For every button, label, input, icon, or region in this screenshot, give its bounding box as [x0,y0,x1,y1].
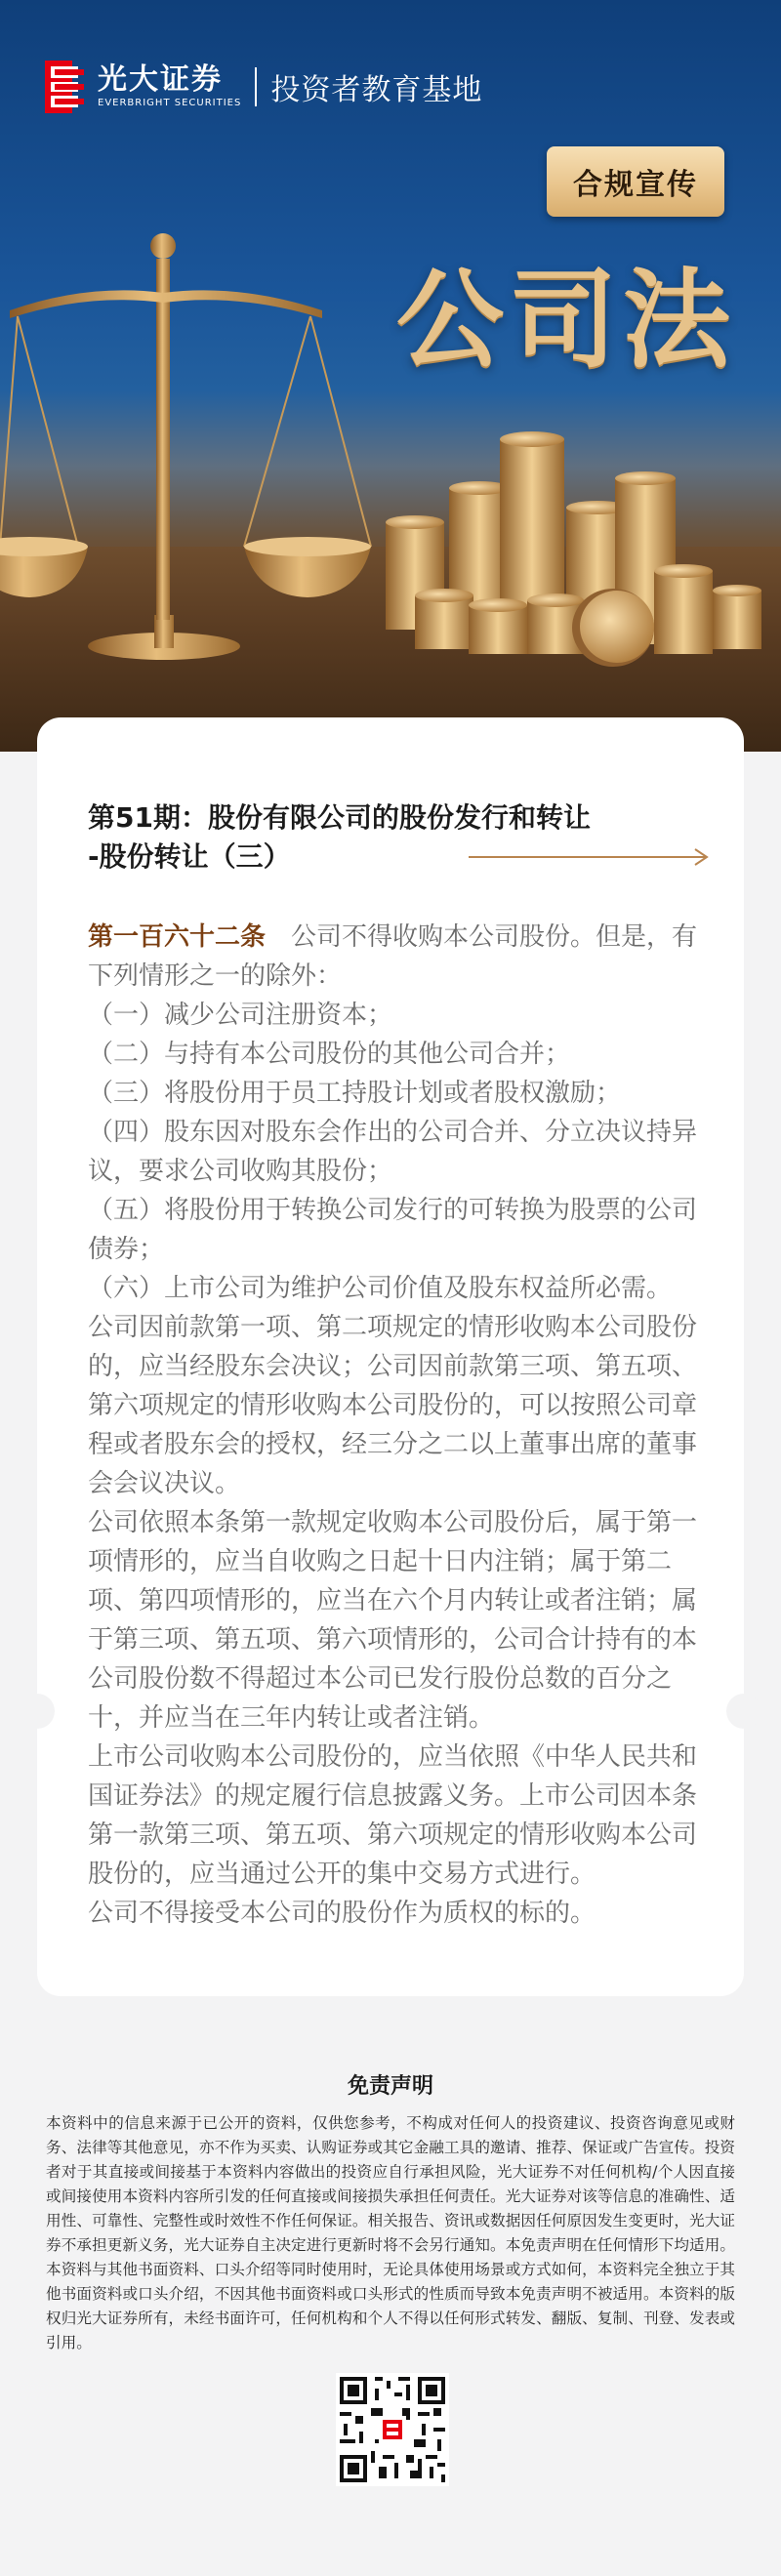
coin-stack-7 [713,585,761,649]
brand-english-name: EVERBRIGHT SECURITIES [98,98,242,108]
compliance-badge: 合规宣传 [547,146,724,217]
article-title-line-1: 第51期：股份有限公司的股份发行和转让 [88,801,591,834]
brand-divider [255,67,257,106]
list-item: （五）将股份用于转换公司发行的可转换为股票的公司债券； [88,1196,698,1264]
coin-stack-9 [469,598,527,654]
coin-stack-8 [415,589,473,649]
list-item: （六）上市公司为维护公司价值及股东权益所必需。 [88,1274,673,1303]
brand-slogan: 投资者教育基地 [270,73,483,107]
article-paragraph: 公司不得接受本公司的股份作为质权的标的。 [88,1899,596,1928]
list-item: （二）与持有本公司股份的其他公司合并； [88,1040,571,1069]
qr-code-icon [336,2373,449,2486]
coin-stacks [386,431,761,667]
article-number: 第一百六十二条 [88,922,267,952]
list-item: （四）股东因对股东会作出的公司合并、分立决议持异议，要求公司收购其股份； [88,1118,698,1186]
article-paragraph: 公司因前款第一项、第二项规定的情形收购本公司股份的，应当经股东会决议；公司因前款第三项、第五项、第六项规定的情形收购本公司股份的，可以按照公司章程或者股东会的授权，经三分之二以上董事出席的董事会会议决议。 [88,1313,698,1498]
article-body [88,918,698,1933]
disclaimer-title: 免责声明 [347,2074,433,2099]
list-item: （三）将股份用于员工持股计划或者股权激励； [88,1079,622,1108]
arrow-right-icon [469,847,713,867]
brand-name: 光大证券 [98,62,223,97]
article-paragraph: 上市公司收购本公司股份的，应当依照《中华人民共和国证券法》的规定履行信息披露义务。上市公司因本条第一款第三项、第五项、第六项规定的情形收购本公司股份的，应当通过公开的集中交易方式进行。 [88,1742,698,1889]
coin-upright [572,589,654,667]
article-intro [88,918,698,996]
balance-scale-icon [0,233,371,660]
brand-header [45,61,482,113]
card-notch-right [726,1694,761,1729]
disclaimer-text: 本资料中的信息来源于已公开的资料，仅供您参考，不构成对任何人的投资建议、投资咨询意见或财务、法律等其他意见，亦不作为买卖、认购证券或其它金融工具的邀请、推荐、保证或广告宣传。投资者对于其直接或间接基于本资料内容做出的投资应自行承担风险，光大证券不对任何机构/个人因直接或间接使用本资料内容所引发的任何直接或间接损失承担任何责任。光大证券对该等信息的准确性、适用性、可靠性、完整性或时效性不作任何保证。相关报告、资讯或数据因任何原因发生变更时，光大证券不承担更新义务，光大证券自主决定进行更新时将不会另行通知。本免责声明在任何情形下均适用。本资料与其他书面资料、口头介绍等同时使用时，无论具体使用场景或方式如何，本资料完全独立于其他书面资料或口头介绍，不因其他书面资料或口头形式的性质而导致本免责声明不被适用。本资料的版权归光大证券所有，未经书面许可，任何机构和个人不得以任何形式转发、翻版、复制、刊登、发表或引用。 [46,2114,735,2351]
brand-text [98,63,241,110]
hero-banner [0,0,781,752]
everbright-logo-icon [45,61,84,113]
list-item: （一）减少公司注册资本； [88,1001,393,1030]
hero-title: 公司法 [396,257,736,383]
coin-stack-6 [654,564,713,654]
article-paragraph: 公司依照本条第一款规定收购本公司股份后，属于第一项情形的，应当自收购之日起十日内注销；属于第二项、第四项情形的，应当在六个月内转让或者注销；属于第三项、第五项、第六项情形的，公司合计持有的本公司股份数不得超过本公司已发行股份总数的百分之十，并应当在三年内转让或者注销。 [88,1508,698,1733]
article-intro-text: 公司不得收购本公司股份。但是，有下列情形之一的除外： [88,922,698,991]
article-title-line-2: -股份转让（三） [88,840,291,873]
card-notch-left [20,1694,55,1729]
